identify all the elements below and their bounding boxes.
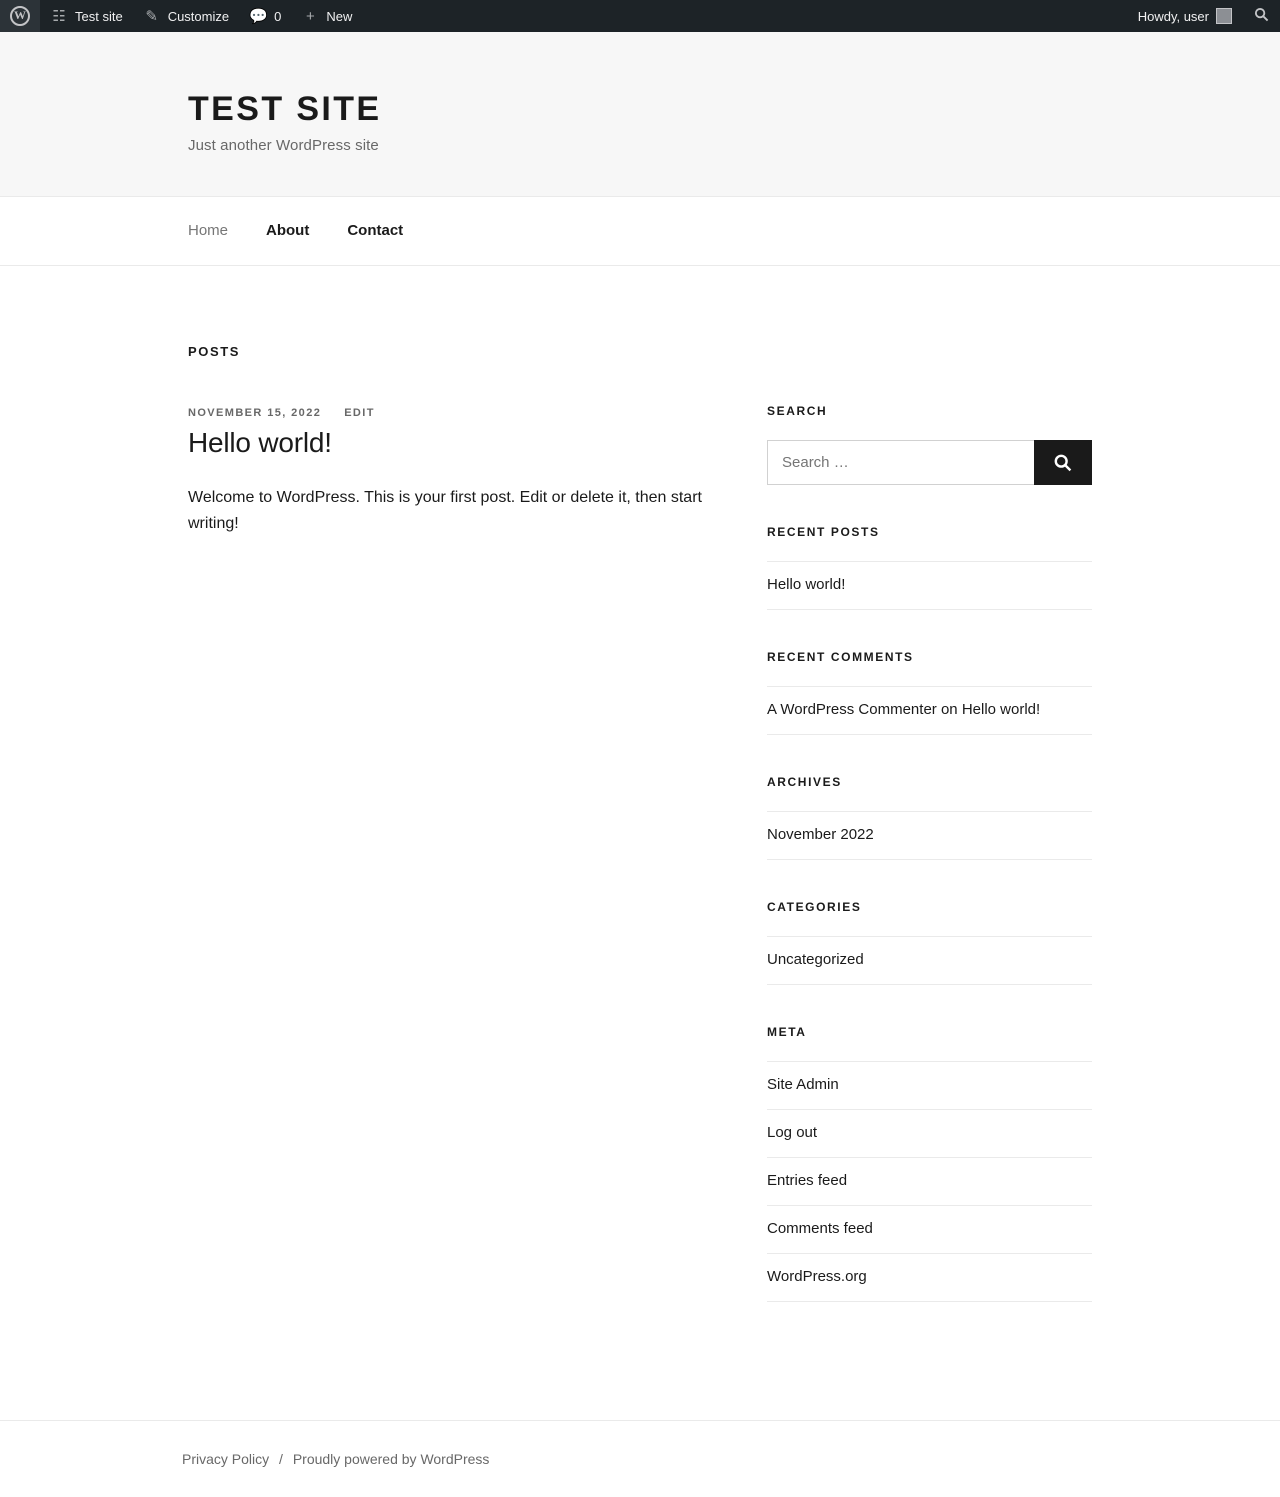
list-item[interactable] (767, 1206, 1092, 1254)
nav-item-contact[interactable] (347, 222, 403, 240)
list-item[interactable] (767, 936, 1092, 985)
post-content (188, 485, 728, 537)
list-item[interactable] (767, 686, 1092, 735)
new-label: New (326, 8, 353, 24)
post-title (188, 427, 728, 459)
sidebar (767, 344, 1092, 1342)
post-excerpt: Welcome to WordPress. This is your first post. Edit or delete it, then start writing! (188, 489, 702, 532)
search-input[interactable] (767, 440, 1034, 485)
site-header (0, 32, 1280, 197)
posts-heading: POSTS (188, 344, 241, 359)
footer-credits (182, 1451, 1092, 1467)
recent-comments-list (767, 686, 1092, 735)
comment-author[interactable]: A WordPress Commenter (767, 701, 937, 718)
dashboard-icon: ☷ (52, 7, 66, 25)
pencil-icon: ✎ (145, 7, 158, 25)
footer-separator: / (279, 1451, 283, 1467)
comments-count: 0 (274, 8, 282, 24)
wordpress-credit-link[interactable]: Proudly powered by WordPress (292, 1451, 490, 1467)
site-name-menu[interactable] (40, 0, 133, 32)
list-item[interactable] (767, 1110, 1092, 1158)
search-icon (1254, 7, 1269, 25)
widget-search (767, 404, 1092, 485)
widget-recent-comments (767, 650, 1092, 735)
post-title-link[interactable]: Hello world! (188, 427, 332, 458)
nav-item-home[interactable] (188, 222, 228, 240)
site-description: Just another WordPress site (188, 137, 379, 154)
new-content-menu[interactable] (291, 0, 362, 32)
widget-categories-title: CATEGORIES (767, 900, 862, 914)
post-edit-link[interactable]: EDIT (344, 407, 375, 419)
list-item[interactable] (767, 561, 1092, 610)
archives-list (767, 811, 1092, 860)
site-footer (0, 1420, 1280, 1497)
post-article (188, 407, 728, 537)
recent-post-link[interactable]: Hello world! (767, 576, 846, 593)
widget-recent-posts-title: RECENT POSTS (767, 525, 880, 539)
admin-bar-search-button[interactable] (1242, 0, 1280, 32)
content-area (0, 266, 1280, 1342)
list-item[interactable] (767, 1158, 1092, 1206)
primary-navigation (0, 197, 1280, 266)
widget-archives-title: ARCHIVES (767, 775, 842, 789)
page-title[interactable]: TEST SITE (188, 90, 382, 128)
admin-bar-right (1128, 0, 1280, 32)
nav-link-contact[interactable]: Contact (347, 222, 404, 239)
comments-link[interactable] (239, 0, 291, 32)
meta-link-log-out[interactable]: Log out (767, 1124, 818, 1141)
archive-link[interactable]: November 2022 (767, 826, 874, 843)
meta-list (767, 1061, 1092, 1302)
widget-meta-title: META (767, 1025, 807, 1039)
meta-link-wordpress-org[interactable]: WordPress.org (767, 1268, 867, 1285)
privacy-policy-link[interactable]: Privacy Policy (182, 1451, 270, 1467)
list-item[interactable] (767, 811, 1092, 860)
site-name-label: Test site (75, 8, 123, 24)
meta-link-site-admin[interactable]: Site Admin (767, 1076, 839, 1093)
widget-recent-comments-title: RECENT COMMENTS (767, 650, 914, 664)
widget-recent-posts (767, 525, 1092, 610)
wp-logo-menu[interactable] (0, 0, 40, 32)
category-link[interactable]: Uncategorized (767, 951, 864, 968)
post-date-link[interactable]: NOVEMBER 15, 2022 (188, 407, 322, 419)
search-icon (1053, 453, 1073, 473)
admin-bar (0, 0, 1280, 32)
nav-item-about[interactable] (266, 222, 309, 240)
post-meta (188, 407, 728, 419)
nav-link-home[interactable]: Home (188, 222, 229, 239)
comment-post-link[interactable]: Hello world! (961, 701, 1041, 718)
my-account-menu[interactable] (1128, 0, 1242, 32)
meta-link-comments-feed[interactable]: Comments feed (767, 1220, 873, 1237)
recent-posts-list (767, 561, 1092, 610)
widget-categories (767, 900, 1092, 985)
comment-on-text: on (936, 701, 962, 718)
avatar (1216, 8, 1232, 24)
list-item[interactable] (767, 1061, 1092, 1110)
customize-label: Customize (167, 8, 230, 24)
wordpress-logo-icon (10, 6, 30, 26)
widget-archives (767, 775, 1092, 860)
meta-link-entries-feed[interactable]: Entries feed (767, 1172, 848, 1189)
categories-list (767, 936, 1092, 985)
nav-link-about[interactable]: About (266, 222, 310, 239)
list-item[interactable] (767, 1254, 1092, 1302)
widget-search-title: SEARCH (767, 404, 828, 418)
search-submit-button[interactable] (1034, 440, 1092, 485)
widget-meta (767, 1025, 1092, 1302)
plus-icon: + (305, 7, 315, 25)
howdy-label: Howdy, user (1137, 8, 1209, 24)
comment-bubble-icon: 💬 (249, 7, 268, 25)
search-form (767, 440, 1092, 485)
main-content (188, 344, 728, 537)
customize-link[interactable] (133, 0, 239, 32)
